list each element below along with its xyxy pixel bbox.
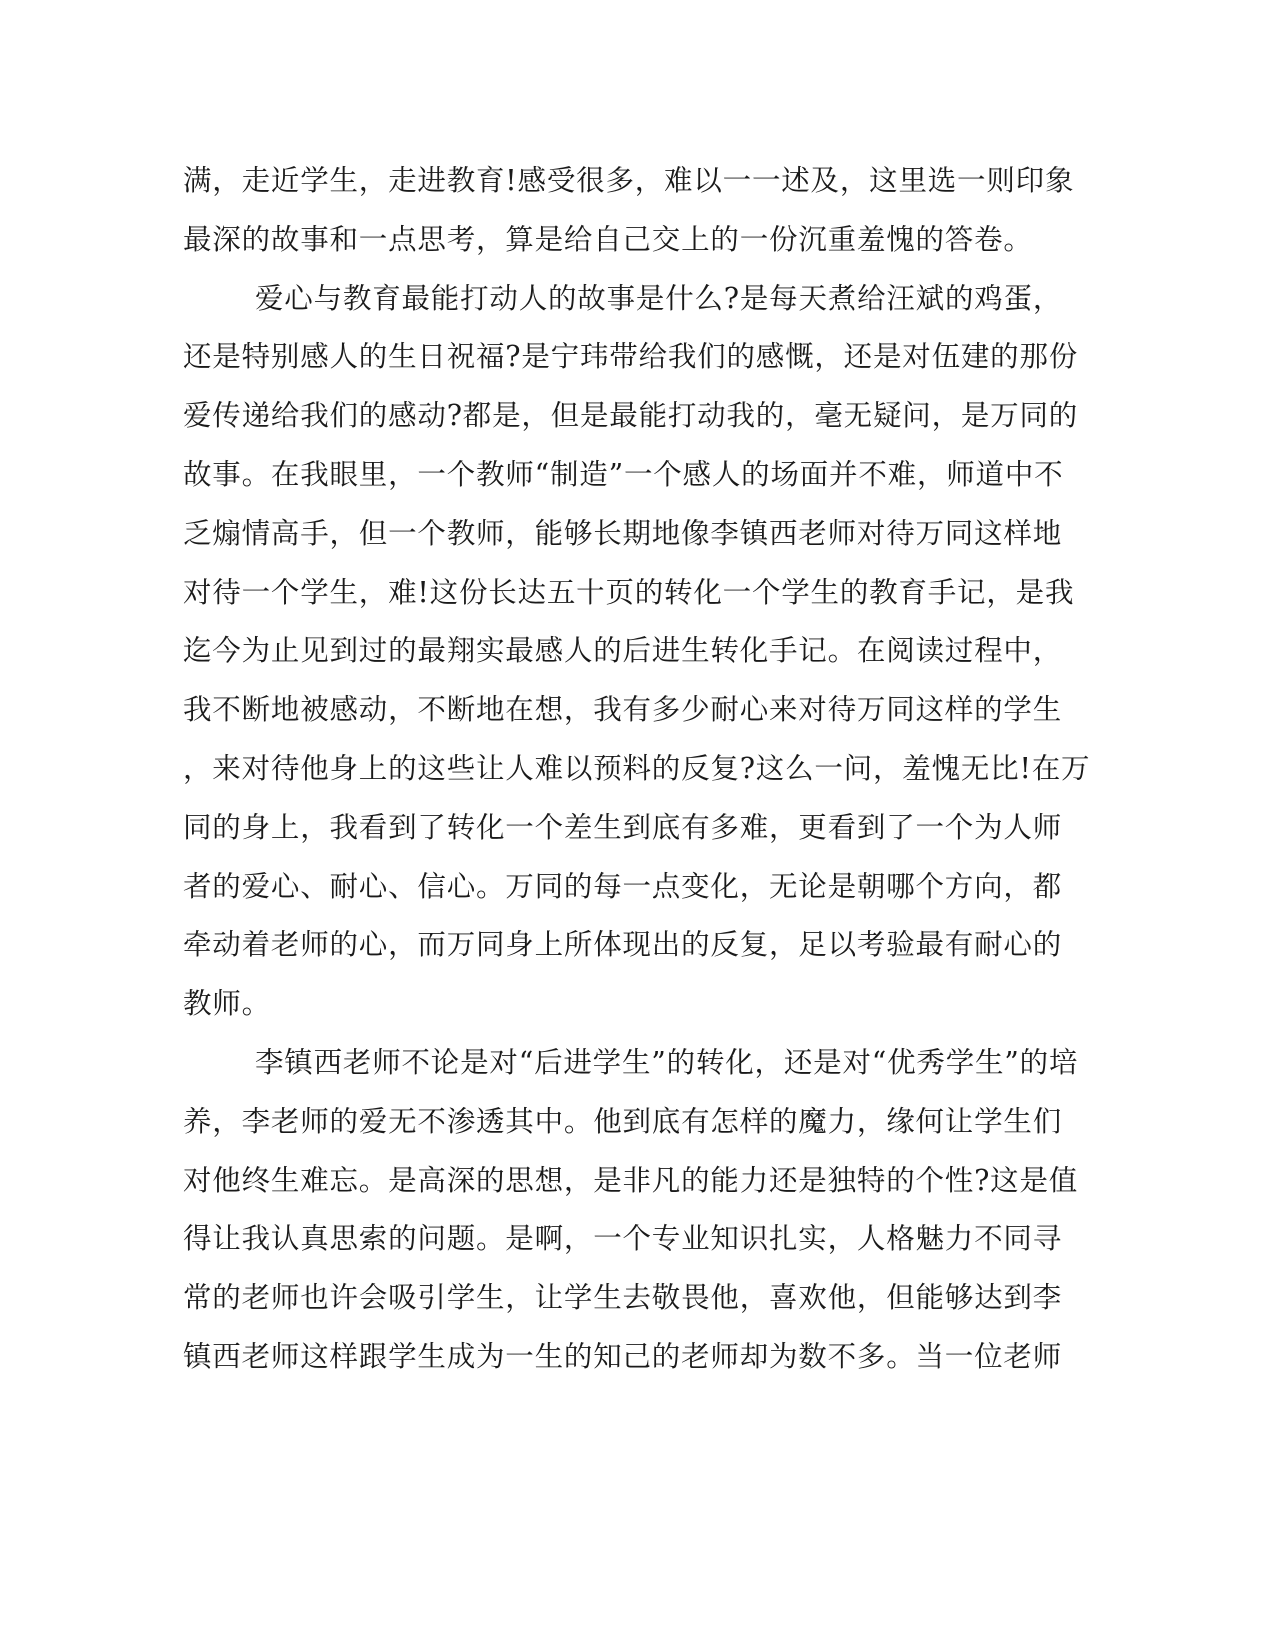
text-line: 教师。 <box>183 987 271 1021</box>
text-line: 最深的故事和一点思考，算是给自己交上的一份沉重羞愧的答卷。 <box>183 222 1033 256</box>
body-text <box>183 152 1091 1387</box>
paragraph-first-line: 爱心与教育最能打动人的故事是什么?是每天煮给汪斌的鸡蛋， <box>255 281 1063 315</box>
text-line: 对他终生难忘。是高深的思想，是非凡的能力还是独特的个性?这是值 <box>183 1163 1079 1197</box>
text-line: 者的爱心、耐心、信心。万同的每一点变化，无论是朝哪个方向，都 <box>183 869 1063 903</box>
paragraph-first-line: 李镇西老师不论是对“后进学生”的转化，还是对“优秀学生”的培 <box>255 1045 1079 1079</box>
text-line: 乏煽情高手，但一个教师，能够长期地像李镇西老师对待万同这样地 <box>183 516 1063 550</box>
text-line: ，来对待他身上的这些让人难以预料的反复?这么一问，羞愧无比!在万 <box>183 751 1091 785</box>
text-line: 常的老师也许会吸引学生，让学生去敬畏他，喜欢他，但能够达到李 <box>183 1281 1063 1315</box>
text-line: 同的身上，我看到了转化一个差生到底有多难，更看到了一个为人师 <box>183 810 1063 844</box>
text-line: 我不断地被感动，不断地在想，我有多少耐心来对待万同这样的学生 <box>183 693 1063 727</box>
text-line: 爱传递给我们的感动?都是，但是最能打动我的，毫无疑问，是万同的 <box>183 399 1079 433</box>
text-line: 得让我认真思索的问题。是啊，一个专业知识扎实，人格魅力不同寻 <box>183 1222 1063 1256</box>
text-line: 还是特别感人的生日祝福?是宁玮带给我们的感慨，还是对伍建的那份 <box>183 340 1079 374</box>
text-line: 迄今为止见到过的最翔实最感人的后进生转化手记。在阅读过程中， <box>183 634 1063 668</box>
text-line: 养，李老师的爱无不渗透其中。他到底有怎样的魔力，缘何让学生们 <box>183 1104 1063 1138</box>
text-line: 镇西老师这样跟学生成为一生的知己的老师却为数不多。当一位老师 <box>183 1339 1063 1373</box>
text-line: 对待一个学生，难!这份长达五十页的转化一个学生的教育手记，是我 <box>183 575 1075 609</box>
text-line: 满，走近学生，走进教育!感受很多，难以一一述及，这里选一则印象 <box>183 164 1075 197</box>
text-line: 牵动着老师的心，而万同身上所体现出的反复，足以考验最有耐心的 <box>183 928 1063 962</box>
text-line: 故事。在我眼里，一个教师“制造”一个感人的场面并不难，师道中不 <box>183 457 1064 491</box>
